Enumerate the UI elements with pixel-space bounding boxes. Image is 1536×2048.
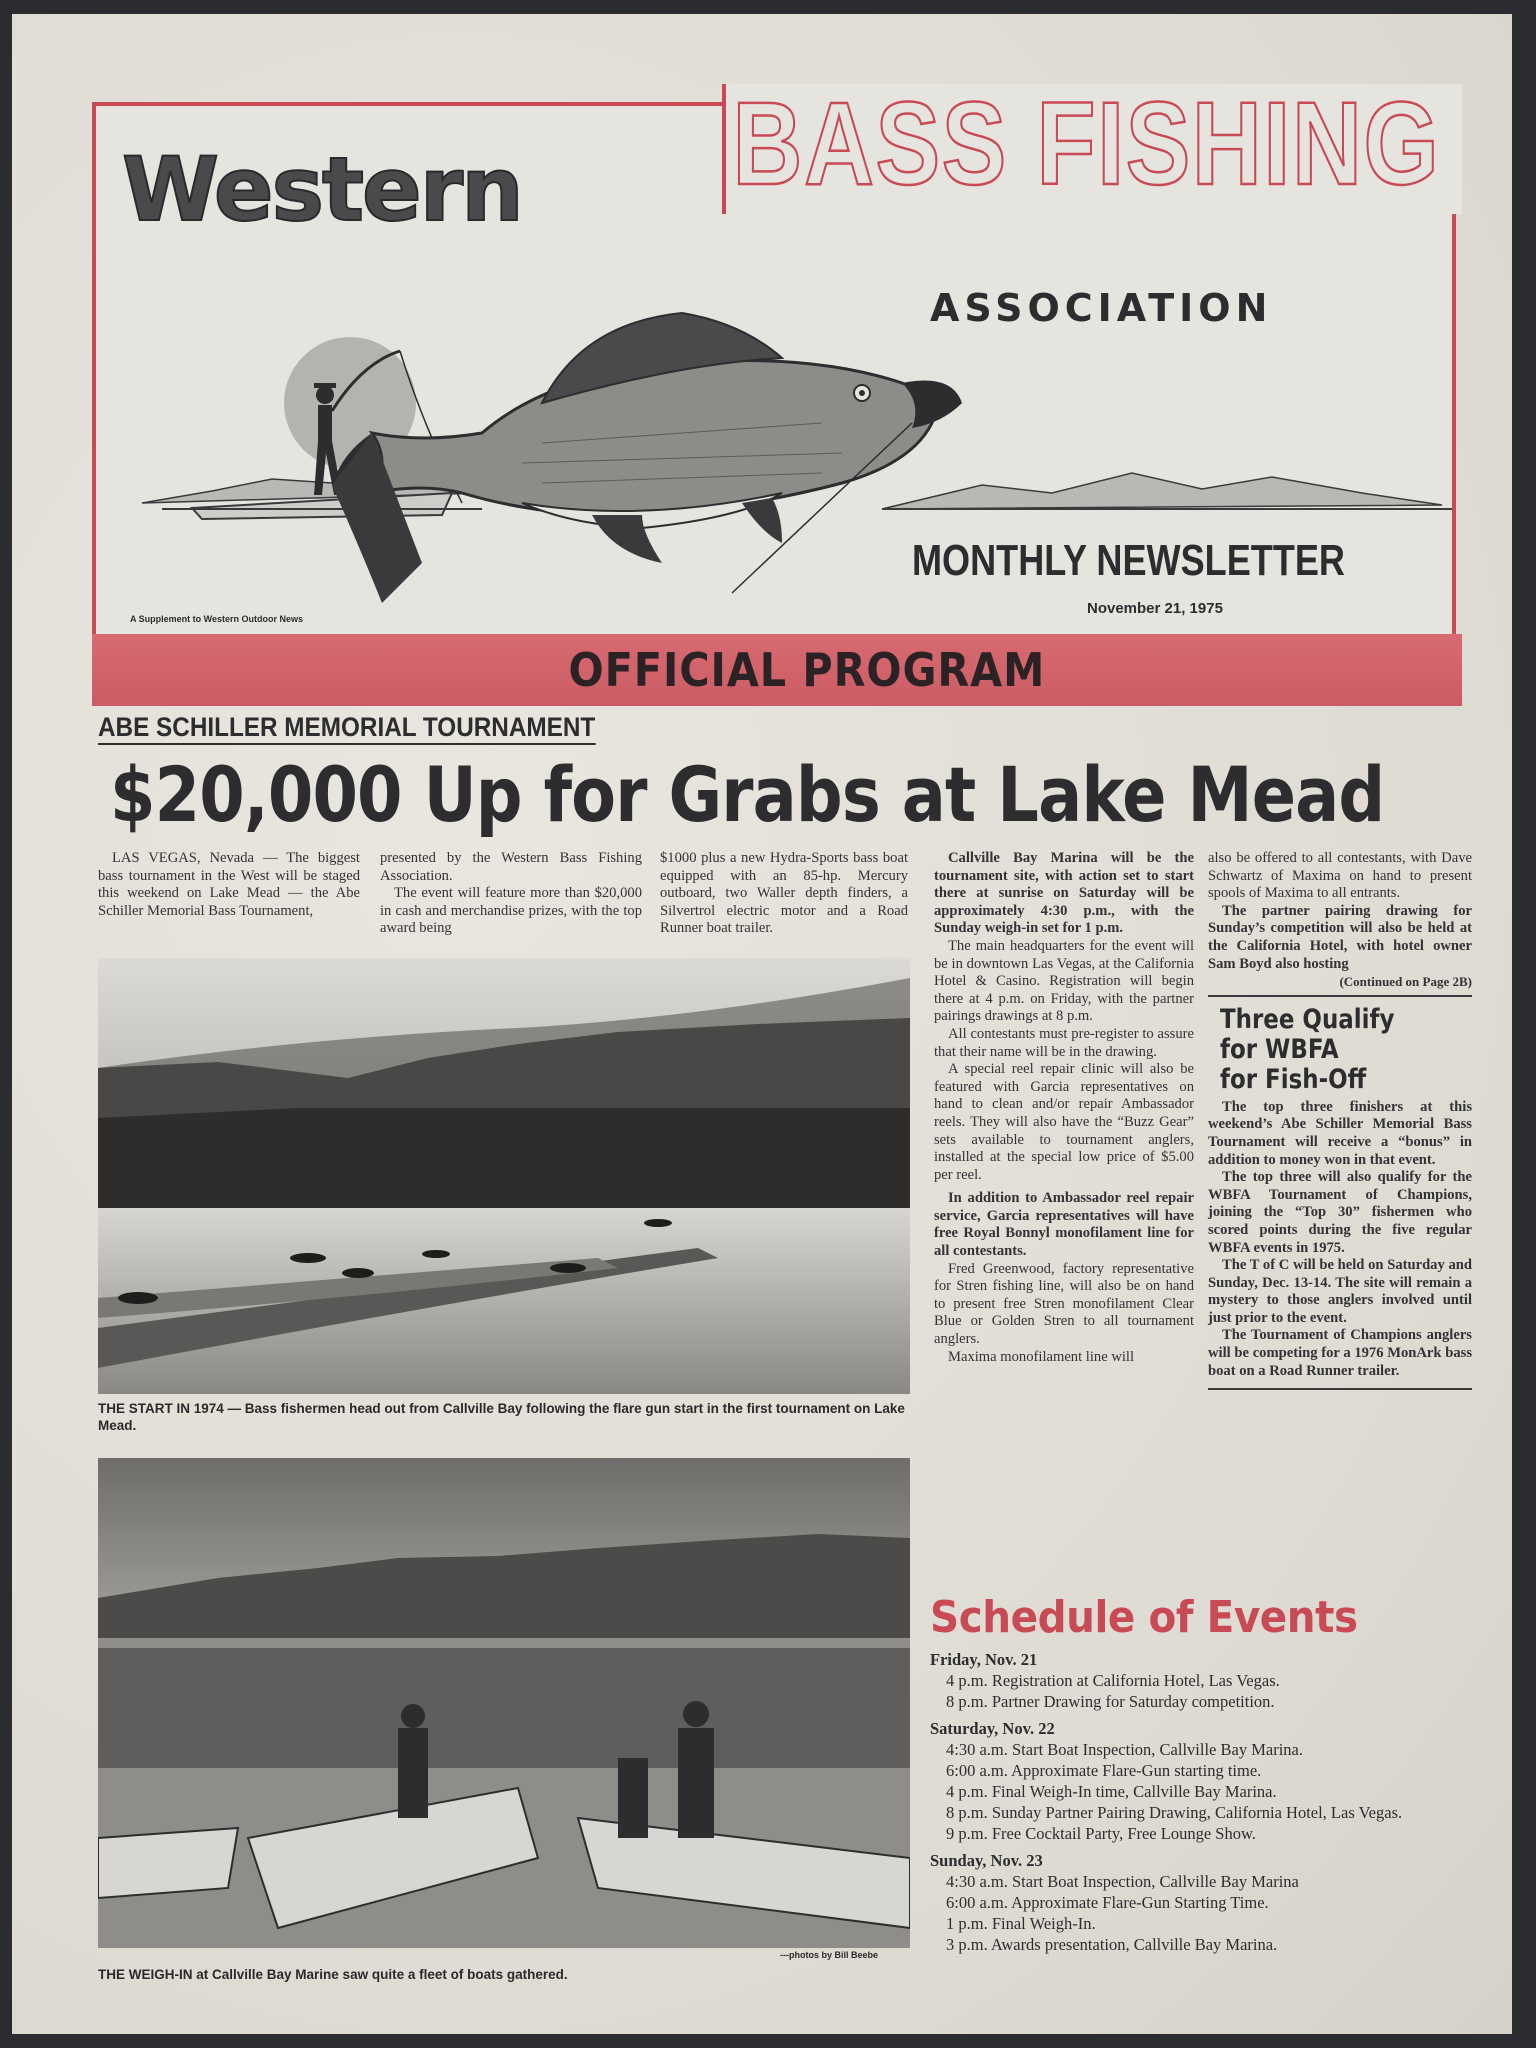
schedule-item: 8 p.m. Partner Drawing for Saturday competition. — [946, 1692, 1275, 1711]
newspaper-page — [12, 14, 1512, 2034]
schedule-day: Friday, Nov. 21 — [930, 1650, 1038, 1669]
paragraph: also be offered to all contestants, with Dave Schwartz of Maxima on hand to present spools of Maxima to all entrants. — [1208, 850, 1472, 902]
paragraph: The event will feature more than $20,000 in cash and merchandise prizes, with the top award being — [380, 885, 642, 937]
paragraph: The Tournament of Champions anglers will be competing for a 1976 MonArk bass boat on a Road Runner trailer. — [1208, 1327, 1472, 1379]
schedule-item: 4:30 a.m. Start Boat Inspection, Callville Bay Marina. — [946, 1740, 1303, 1759]
paragraph: Callville Bay Marina will be the tournament site, with action set to start there at sunrise on Saturday will be approximately 4:30 p.m., with the Sunday weigh-in set for 1 p.m. — [934, 850, 1194, 937]
paragraph: The main headquarters for the event will be in downtown Las Vegas, at the California Hotel & Casino. Registration will begin there at 4 p.m. on Friday, with the partner pairings drawings at 8 p.m. — [934, 937, 1194, 1025]
schedule-item: 1 p.m. Final Weigh-In. — [946, 1914, 1096, 1933]
schedule-item: 4:30 a.m. Start Boat Inspection, Callville Bay Marina — [946, 1872, 1299, 1891]
article-headline: $20,000 Up for Grabs at Lake Mead — [110, 750, 1385, 839]
sidebar-headline: Three Qualify for WBFA for Fish-Off — [1220, 1003, 1395, 1095]
paragraph: presented by the Western Bass Fishing Association. — [380, 850, 642, 884]
continued-link[interactable]: (Continued on Page 2B) — [1339, 974, 1472, 990]
paragraph: Maxima monofilament line will — [948, 1348, 1135, 1365]
schedule-title: Schedule of Events — [930, 1592, 1358, 1643]
photo-credit: ---photos by Bill Beebe — [780, 1950, 879, 1960]
masthead-western: Western — [122, 138, 522, 241]
paragraph: The partner pairing drawing for Sunday’s competition will also be held at the California Hotel, with hotel owner Sam Boyd also hosting — [1208, 902, 1472, 972]
paragraph: Fred Greenwood, factory representative for Stren fishing line, will also be on hand to present free Stren monofilament Clear Blue or Golden Stren to all tournament anglers. — [934, 1260, 1194, 1348]
photo-weigh-in-fleet — [98, 1458, 910, 1948]
schedule-item: 6:00 a.m. Approximate Flare-Gun starting time. — [946, 1761, 1262, 1780]
schedule-day: Saturday, Nov. 22 — [930, 1719, 1055, 1738]
issue-date: November 21, 1975 — [1087, 600, 1223, 617]
article-kicker: ABE SCHILLER MEMORIAL TOURNAMENT — [98, 712, 595, 745]
paragraph: The T of C will be held on Saturday and Sunday, Dec. 13-14. The site will remain a mystery to those anglers involved until just prior to the event. — [1208, 1257, 1472, 1326]
schedule-item: 9 p.m. Free Cocktail Party, Free Lounge Show. — [946, 1824, 1256, 1843]
masthead-association: ASSOCIATION — [930, 286, 1273, 330]
photo-caption-start: THE START IN 1974 — Bass fishermen head out from Callville Bay following the flare gun start in the first tournament on Lake Mead. — [98, 1401, 905, 1433]
masthead-monthly-newsletter: MONTHLY NEWSLETTER — [912, 536, 1345, 585]
paragraph: All contestants must pre-register to assure that their name will be in the drawing. — [934, 1025, 1194, 1060]
article-column-1 — [98, 850, 360, 920]
paragraph: The top three finishers at this weekend’s Abe Schiller Memorial Bass Tournament will receive a “bonus” in addition to money won in that event. — [1208, 1098, 1472, 1168]
paragraph: LAS VEGAS, Nevada — The biggest bass tournament in the West will be staged this weekend on Lake Mead — the Abe Schiller Memorial Bass Tournament, — [98, 850, 360, 919]
article-column-2 — [380, 850, 642, 938]
photo-caption-weigh-in: THE WEIGH-IN at Callville Bay Marine saw quite a fleet of boats gathered. — [98, 1967, 568, 1982]
divider — [1208, 1388, 1472, 1390]
masthead — [92, 78, 1463, 638]
schedule-of-events — [930, 1592, 1470, 1955]
schedule-item: 3 p.m. Awards presentation, Callville Bay Marina. — [946, 1935, 1278, 1954]
paragraph: The top three will also qualify for the WBFA Tournament of Champions, joining the “Top 30” fishermen who scored points during the five regular WBFA events in 1975. — [1208, 1169, 1472, 1256]
schedule-item: 8 p.m. Sunday Partner Pairing Drawing, California Hotel, Las Vegas. — [946, 1803, 1403, 1822]
schedule-item: 6:00 a.m. Approximate Flare-Gun Starting Time. — [946, 1893, 1269, 1912]
divider — [1208, 995, 1472, 997]
schedule-day: Sunday, Nov. 23 — [930, 1851, 1043, 1870]
masthead-bass-fishing: BASS FISHING — [722, 84, 1462, 214]
paragraph: $1000 plus a new Hydra-Sports bass boat equipped with an 85-hp. Mercury outboard, two Waller depth finders, a Silvertrol electric motor and a Road Runner boat trailer. — [660, 850, 908, 937]
paragraph: A special reel repair clinic will also be featured with Garcia representatives on hand to clean and/or repair Ambassador reels. They will also have the “Buzz Gear” sets available to tournament anglers, installed at the special low price of $5.00 per reel. — [934, 1061, 1194, 1183]
official-program-banner: OFFICIAL PROGRAM — [92, 634, 1462, 706]
schedule-item: 4 p.m. Registration at California Hotel, Las Vegas. — [946, 1671, 1280, 1690]
article-column-5 — [1208, 850, 1472, 1390]
photo-boat-start — [98, 958, 910, 1394]
article-column-4 — [934, 850, 1194, 1366]
supplement-note: A Supplement to Western Outdoor News — [130, 614, 304, 624]
paragraph: In addition to Ambassador reel repair service, Garcia representatives will have free Royal Bonnyl monofilament line for all contestants. — [934, 1190, 1194, 1260]
article-column-3 — [660, 850, 908, 938]
schedule-item: 4 p.m. Final Weigh-In time, Callville Bay Marina. — [946, 1782, 1277, 1801]
